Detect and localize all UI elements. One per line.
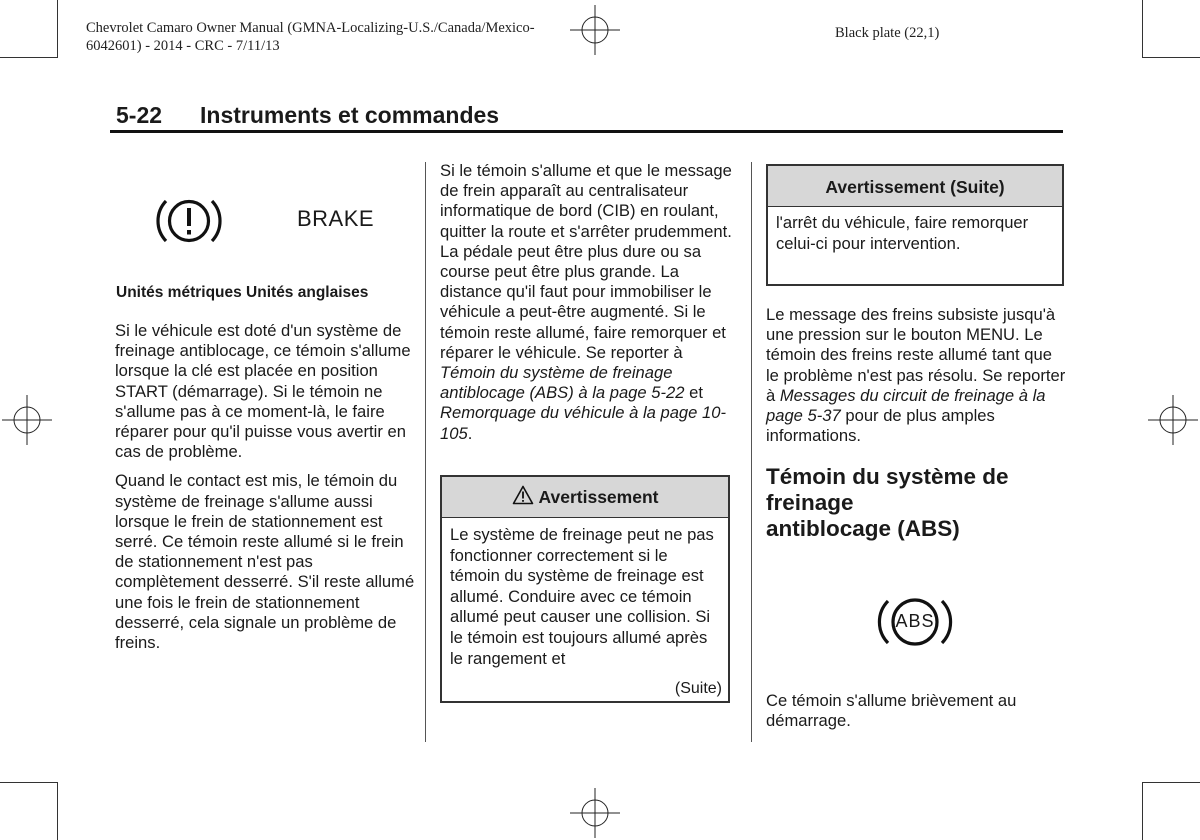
section-number: 5-22 [116,102,163,128]
registration-mark-bottom-icon [565,785,625,840]
column-3-text-bottom [766,691,1066,740]
paragraph: Si le véhicule est doté d'un système de freinage antiblocage, ce témoin s'allume lorsque la clé est placée en position START (démarrage). Si le témoin ne s'allume pas à ce moment-là, le faire réparer pour qu'il puisse vous avertir en cas de problème. [115,321,411,462]
warning-header [442,477,728,518]
column-divider-2 [751,162,752,742]
warning-body: Le système de freinage peut ne pas fonctionner correctement si le témoin du système de freinage est allumé. Conduire avec ce témoin allumé peut causer une collision. Si le témoin est toujours allumé après le rangement et [450,525,714,668]
conjunction: et [689,383,703,403]
registration-mark-top-icon [565,0,625,60]
registration-mark-right-icon [1145,390,1200,450]
plate-label: Black plate (22,1) [835,25,940,41]
cross-reference: Témoin du système de freinage antiblocage (ABS) à la page 5-22 [440,363,685,403]
warning-title: Avertissement [538,487,659,507]
warning-triangle-icon [512,485,534,505]
section-title: Instruments et commandes [200,102,500,128]
warning-continued-box [766,164,1064,286]
paragraph: Ce témoin s'allume brièvement au démarrage. [766,691,1017,731]
paragraph [440,161,740,444]
brake-indicator-text: BRAKE [297,206,375,231]
brake-warning-icon [152,192,226,250]
period: . [467,423,473,443]
paragraph-text: Si le témoin s'allume et que le message de frein apparaît au centralisateur informatique de bord (CIB) en roulant, quitter la route et s'arrêter prudemment. La pédale peut être plus dure ou sa course peut être plus grande. La distance qu'il faut pour immobiliser le véhicule a peut-être augmenté. Si le témoin reste allumé, faire remorquer et réparer le véhicule. Se reporter à [440,161,732,362]
column-3-text [766,305,1066,455]
section-header [110,100,1063,133]
subsection-heading [766,464,1056,542]
icon-caption: Unités métriques Unités anglaises [116,284,369,301]
abs-warning-icon [874,592,958,652]
print-header-line1: Chevrolet Camaro Owner Manual (GMNA-Localizing-U.S./Canada/Mexico- [86,20,535,36]
warning-header: Avertissement (Suite) [768,166,1062,207]
column-1-text [115,321,415,662]
abs-icon-label: ABS [895,611,935,631]
print-header-line2: 6042601) - 2014 - CRC - 7/11/13 [86,38,280,54]
paragraph-text: Le message des freins subsiste jusqu'à une pression sur le bouton MENU. Le témoin des freins reste allumé tant que le problème n'est pas résolu. Se reporter à [766,305,1066,405]
warning-continued: (Suite) [674,680,722,697]
warning-box [440,475,730,703]
paragraph-text: pour de plus amples informations. [766,406,995,446]
paragraph: Quand le contact est mis, le témoin du système de freinage s'allume aussi lorsque le frein de stationnement est serré. Ce témoin reste allumé si le frein de stationnement n'est pas complètement desserré. S'il reste allumé une fois le frein de stationnement desserré, cela signale un problème de freins. [115,471,415,653]
heading-line: antiblocage (ABS) [766,516,960,541]
cross-reference: Messages du circuit de freinage à la page 5-37 [766,385,1046,426]
warning-body: l'arrêt du véhicule, faire remorquer celui-ci pour intervention. [776,213,1029,253]
registration-mark-left-icon [0,390,55,450]
cross-reference: Remorquage du véhicule à la page 10-105 [440,403,726,443]
column-divider-1 [425,162,426,742]
paragraph [766,305,1066,446]
heading-line: Témoin du système de freinage [766,464,1009,515]
column-2-text [440,161,740,453]
